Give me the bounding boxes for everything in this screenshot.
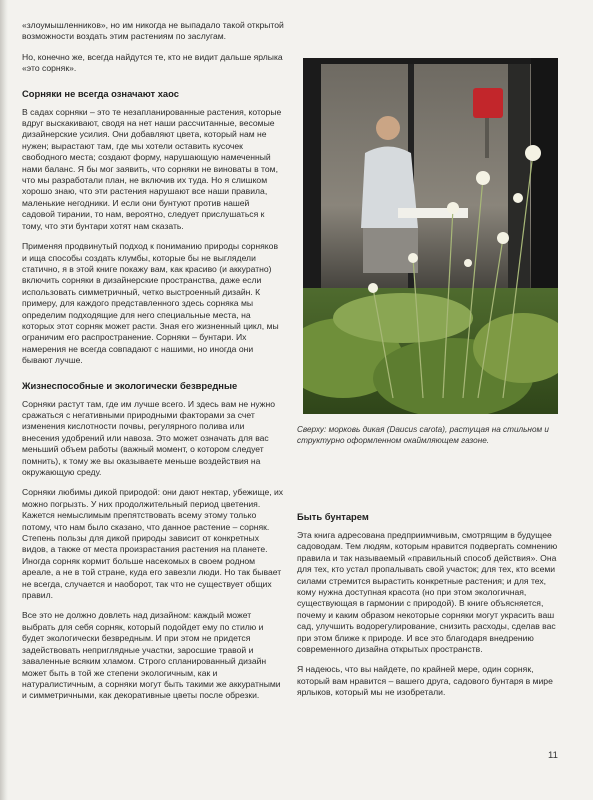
intro-paragraph-2: Но, конечно же, всегда найдутся те, кто не видит дальше ярлыка «это сорняк». <box>22 51 283 74</box>
intro-paragraph-1: «злоумышленников», но им никогда не выпадало такой открытой возможности воздать этим растениям по заслугам. <box>22 20 284 42</box>
section2-paragraph-1: Сорняки растут там, где им лучше всего. И здесь вам не нужно сражаться с негативными природными факторами за счет изменения кислотности почвы, регулярного полива или внесения удобрений или навоза. Это может означать для вас меньший объем работы (важный момент, о котором следует помнить), к тому же вы оказываете меньше воздействия на окружающую среду. <box>22 398 275 477</box>
section-heading-chaos: Сорняки не всегда означают хаос <box>22 87 179 99</box>
page-number: 11 <box>548 750 558 761</box>
section3-paragraph-2: Я надеюсь, что вы найдете, по крайней мере, один сорняк, который вам нравится – вашего друга, садового бунтаря в мире ярлыков, который мы не изобретали. <box>297 664 553 698</box>
right-column <box>297 498 559 708</box>
section-heading-ecology: Жизнеспособные и экологически безвредные <box>22 379 238 391</box>
garden-photo-illustration <box>303 58 558 414</box>
section2-paragraph-2: Сорняки любимы дикой природой: они дают нектар, убежище, их можно погрызть. У них продолжительный период цветения. Кажется немыслимым препятствовать всему этому только потому, что нам было сказано, что данное растение – сорняк. Степень пользы для дикой природы зависит от конкретных видов, а также от места произрастания растения на планете. Иногда сорняк кормит больше насекомых в своем родном ареале, а не в той стране, куда его завезли люди. Но так бывает не всегда, случается и наоборот, так что не существует общих правил. <box>22 487 284 601</box>
section-heading-rebel: Быть бунтарем <box>297 511 369 522</box>
left-column <box>22 20 284 711</box>
book-spine-shadow <box>0 0 8 800</box>
photo-caption: Сверху: морковь дикая (Daucus carota), растущая на стильном и структурно оформленном окаймляющем газоне. <box>297 425 549 445</box>
section1-paragraph-1: В садах сорняки – это те незапланированные растения, которые вдруг выскакивают, сводя на нет наши рассчитанные, весомые дизайнерские усилия. Они добавляют цвета, который нам не нужен; вырастают там, где мы хотели оставить кусочек свободного места; создают форму, нарушающую намеченный нами баланс. Я бы мог заявить, что сорняки не виноваты в том, что мы разработали план, не включив их туда. Но я слишком хорошо знаю, что эти растения нарушают все наши правила, маленькие негодники. И если они бунтуют против нашей садовой тирании, то нам, вероятно, следует прислушаться к тому, что эти бунтари хотят нам сказать. <box>22 106 282 231</box>
garden-photo <box>303 58 558 414</box>
section3-paragraph-1: Эта книга адресована предприимчивым, смотрящим в будущее садоводам. Тем людям, которым нравится подвергать сомнению правила и так называемый «правильный способ действия». Она для тех, кто устал пропалывать свой участок; для тех, кто всеми силами стремится вырастить конкретные растения; и для тех, кому нужна доступная красота (но при этом экологичная, существующая в гармонии с природой). В книге объясняется, почему и каким образом некоторые сорняки могут украсить ваш сад, улучшить водорегулирование, снизить расходы, сделав вас при этом ближе к природе. И все это благодаря внедрению современного дизайна открытых пространств. <box>297 530 558 655</box>
section2-paragraph-3: Все это не должно довлеть над дизайном: каждый может выбрать для себя сорняк, который подойдет ему по стилю и будет экологически безвредным. И при этом не придется задействовать неприглядные участки, заросшие травой и заваленные всяким хламом. Строго спланированный дизайн может быть в той же степени экологичным, как и натуралистичным, а сорняки могут быть такими же аккуратными и симметричными, как декоративные цветы после обрезки. <box>22 610 281 701</box>
section1-paragraph-2: Применяя продвинутый подход к пониманию природы сорняков и ища способы создать клумбы, которые бы не выглядели статично, я в этой книге покажу вам, как красиво (и аккуратно) включить сорняки в дизайнерские пространства, даже если использовать симметричный, четко выстроенный дизайн. К примеру, для каждого представленного здесь сорняка мы определим подходящие для него специальные места, на которых этот сорняк может расти. Зная его жизненный цикл, мы ограничим его распространение. Сорняки – бунтари. Их намерения не всегда совпадают с нашими, но иногда они бывают лучше. <box>22 241 279 366</box>
